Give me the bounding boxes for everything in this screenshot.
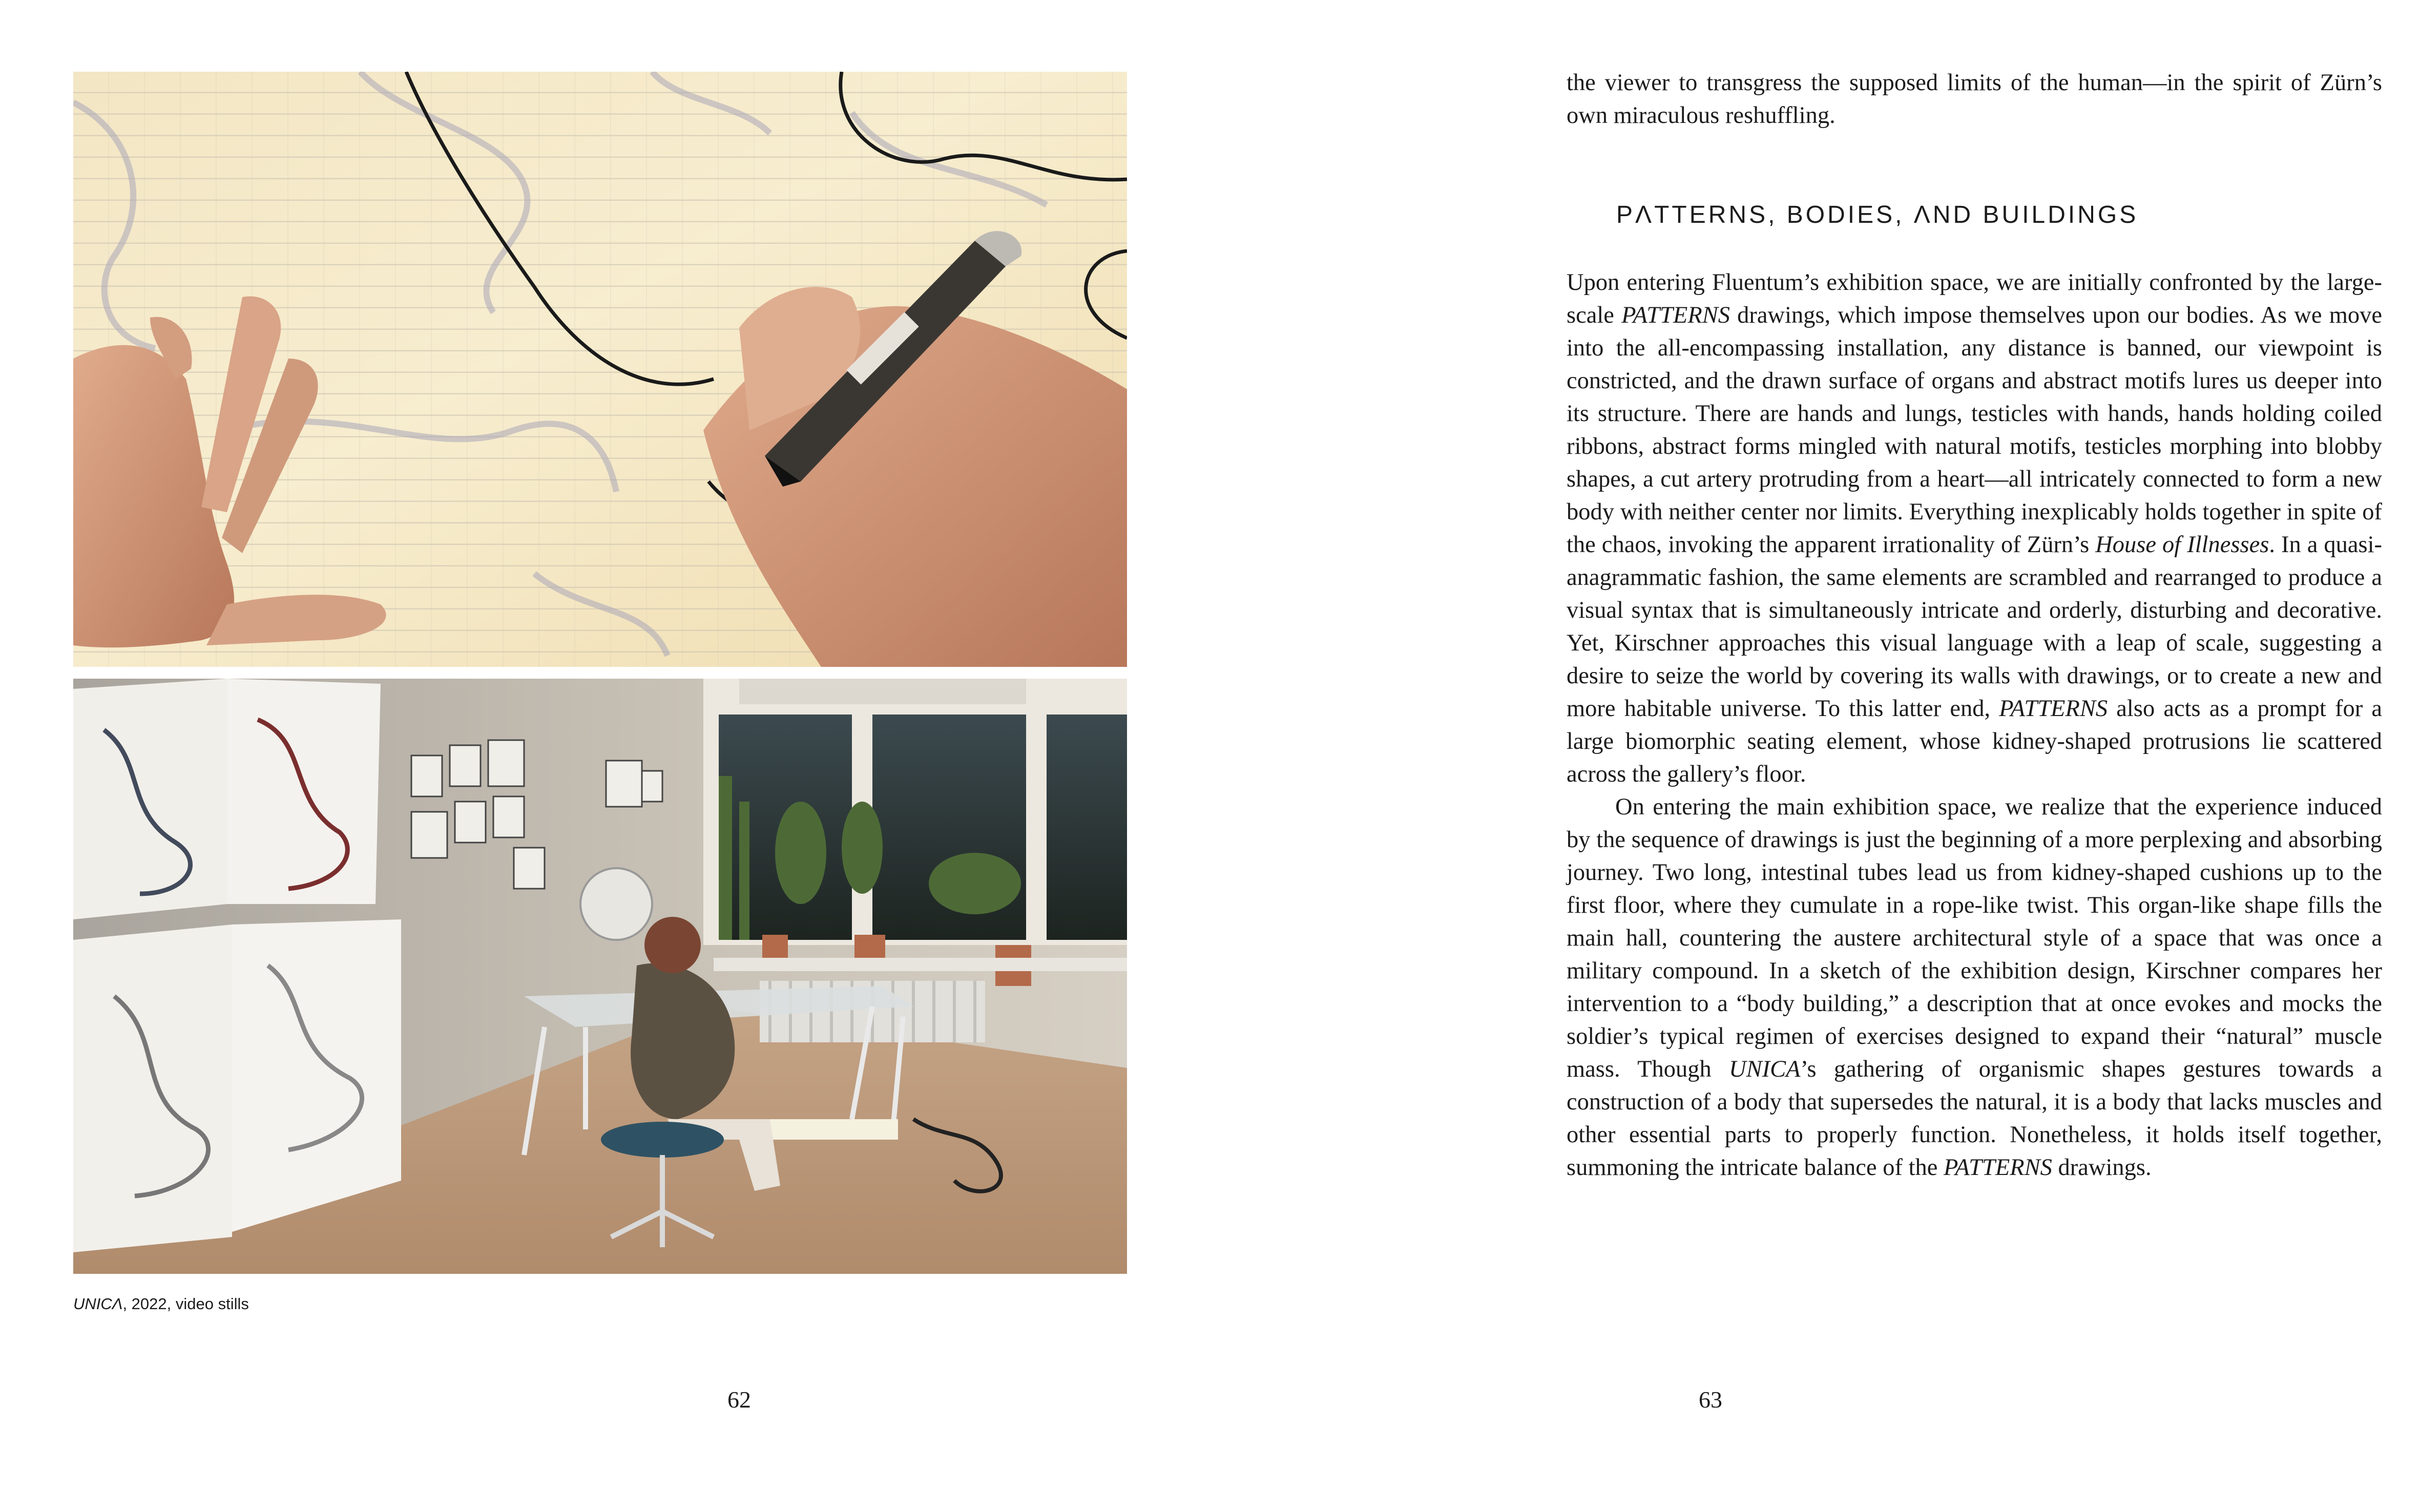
paragraph-2-italic-2: PATTERNS [1944, 1154, 2052, 1181]
photo-hand-drawing-image [73, 72, 1127, 667]
photo-studio-image [73, 679, 1127, 1274]
photo-studio [73, 679, 1127, 1274]
paragraph-1-part-3: . In a quasi-anagrammatic fashion, the same elements are scrambled and rearranged to produce a visual syntax that is simultaneously intricate and orderly, disturbing and decorative. Yet, Kirschner approaches this visual language with a leap of scale, suggesting a desire to seize the world by covering its walls with drawings, or to create a new and more habitable universe. To this latter end, [1567, 532, 2383, 722]
caption-title: UNICΛ [73, 1295, 123, 1313]
paragraph-2-part-1: On entering the main exhibition space, we realize that the experience induced by the sequence of drawings is just the beginning of a more perplexing and absorbing journey. Two long, intestinal tubes lead us from kidney-shaped cushions up to the first floor, where they cumulate in a rope-like twist. This organ-like shape fills the main hall, countering the austere architectural style of a space that was once a military compound. In a sketch of the exhibition design, Kirschner compares her intervention to a “body building,” a description that at once evokes and mocks the soldier’s typical regimen of exercises designed to expand their “natural” muscle mass. Though [1567, 794, 2382, 1082]
paragraph-2-part-3: drawings. [2052, 1154, 2152, 1181]
paragraph-1 [1567, 266, 2382, 791]
figure-caption [73, 1295, 249, 1313]
section-heading: PΛTTERNS, BODIES, ΛND BUILDINGS [1616, 201, 2139, 228]
paragraph-1-italic-2: House of Illnesses [2095, 532, 2269, 558]
paragraph-1-part-1: Upon entering Fluentum’s exhibition space, we are initially confronted by the large-scale [1567, 269, 2382, 328]
continued-text: the viewer to transgress the supposed limits of the human—in the spirit of Zürn’s own miraculous reshuffling. [1567, 70, 2382, 129]
page-number-right: 63 [1699, 1387, 1722, 1413]
paragraph-1-part-4: also acts as a prompt for a large biomorphic seating element, whose kidney-shaped protrusions lie scattered across the gallery’s floor. [1567, 696, 2382, 787]
page-number-left: 62 [727, 1387, 751, 1413]
photo-hand-drawing [73, 72, 1127, 667]
paragraph-1-part-2: drawings, which impose themselves upon our bodies. As we move into the all-encompassing installation, any distance is banned, our viewpoint is constricted, and the drawn surface of organs and abstract motifs lures us deeper into its structure. There are hands and lungs, testicles with hands, hands holding coiled ribbons, abstract forms mingled with natural motifs, testicles morphing into blobby shapes, a cut artery protruding from a heart—all intricately connected to form a new body with neither center nor limits. Everything inexplicably holds together in spite of the chaos, invoking the apparent irrationality of Zürn’s [1567, 302, 2383, 558]
body-text [1567, 266, 2382, 1184]
paragraph-1-italic-3: PATTERNS [1999, 696, 2108, 722]
paragraph-2-italic-1: UNICA [1729, 1056, 1801, 1082]
caption-detail: , 2022, video stills [122, 1295, 249, 1313]
paragraph-1-italic-1: PATTERNS [1621, 302, 1730, 328]
paragraph-2-part-2: ’s gathering of organismic shapes gestures towards a construction of a body that supersedes the natural, it is a body that lacks muscles and other essential parts to properly function. Nonetheless, it holds itself together, summoning the intricate balance of the [1567, 1056, 2382, 1181]
paragraph-2 [1567, 791, 2382, 1184]
continued-paragraph [1567, 67, 2382, 132]
